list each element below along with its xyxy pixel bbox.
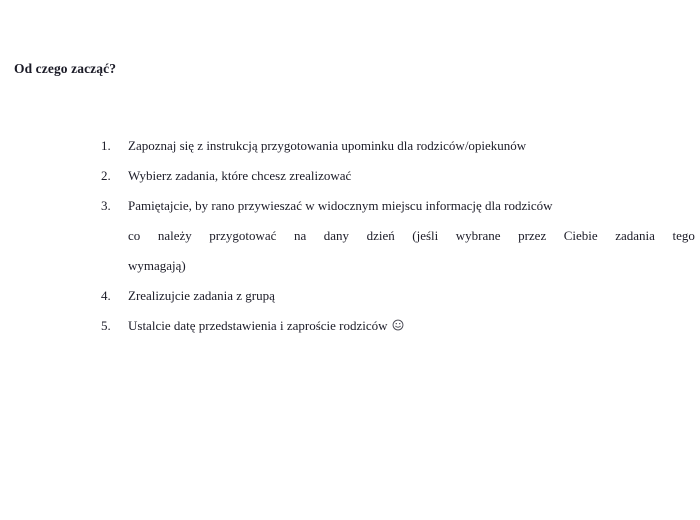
list-item [101, 281, 695, 311]
list-item-number: 4. [101, 288, 111, 303]
list-item-line-justified: co należy przygotować na dany dzień (jeśli wybrane przez Ciebie zadania tego [128, 228, 695, 243]
list-item-body [128, 311, 695, 341]
list-item-body [128, 191, 695, 281]
numbered-list [61, 131, 695, 341]
list-item [101, 191, 695, 281]
list-item-text: Ustalcie datę przedstawienia i zaproście rodziców [128, 318, 388, 333]
list-item-number: 2. [101, 168, 111, 183]
list-item-number: 1. [101, 138, 111, 153]
list-item-line: Wybierz zadania, które chcesz zrealizować [128, 168, 352, 183]
page-title: Od czego zacząć? [14, 61, 117, 76]
list-item-body [128, 161, 695, 191]
list-item-number: 3. [101, 198, 111, 213]
list-item-body [128, 281, 695, 311]
smiley-face-icon [392, 319, 404, 331]
list-item-number: 5. [101, 318, 111, 333]
list-item-line: Pamiętajcie, by rano przywieszać w widocznym miejscu informację dla rodziców [128, 198, 553, 213]
list-item-body [128, 131, 695, 161]
list-item [101, 311, 695, 341]
list-item-line [128, 311, 695, 341]
list-item [101, 131, 695, 161]
list-item-line: Zapoznaj się z instrukcją przygotowania upominku dla rodziców/opiekunów [128, 138, 527, 153]
list-item [101, 161, 695, 191]
list-item-line: wymagają) [128, 258, 186, 273]
list-item-line: Zrealizujcie zadania z grupą [128, 288, 275, 303]
